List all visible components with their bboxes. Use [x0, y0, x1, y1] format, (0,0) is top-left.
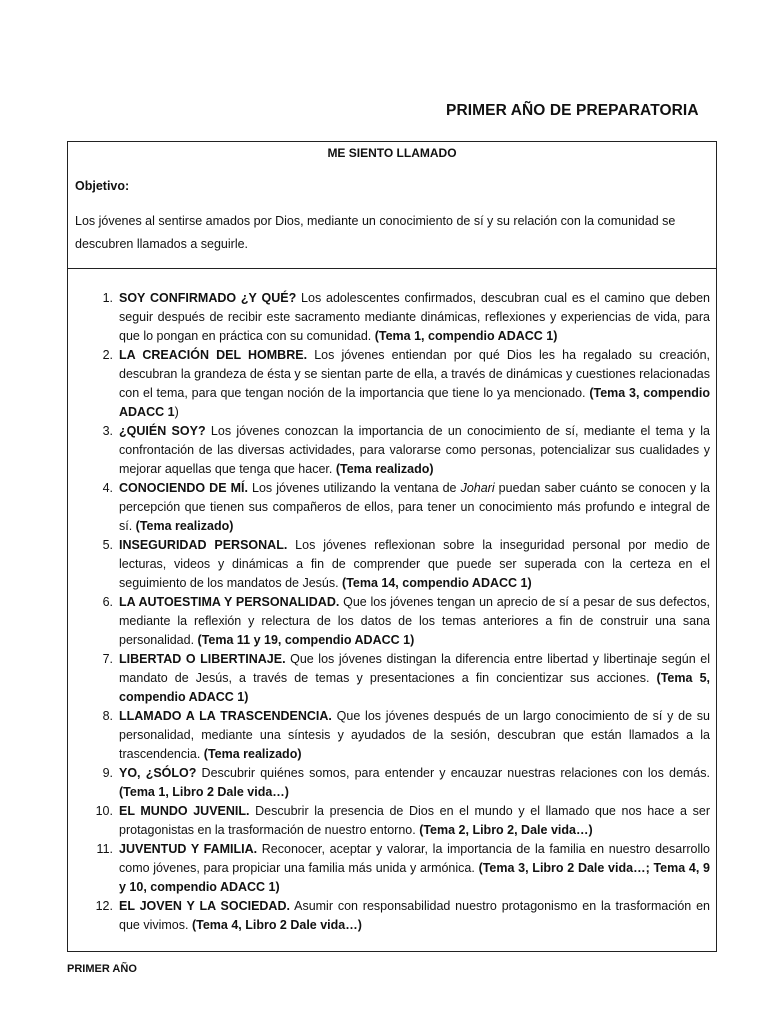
item-title: CONOCIENDO DE MÍ. [119, 481, 248, 495]
item-number: 5. [102, 538, 113, 552]
item-number: 1. [102, 291, 113, 305]
list-item [89, 764, 710, 802]
item-number: 2. [102, 348, 113, 362]
item-reference: (Tema 14, compendio ADACC 1) [342, 576, 532, 590]
item-reference-tail: ) [174, 405, 179, 419]
list-item [89, 650, 710, 707]
item-italic-term: Johari [460, 481, 495, 495]
item-description: Los jóvenes conozcan la importancia de un conocimiento de sí, mediante el tema y la confrontación de las diversas actividades, para valorarse como personas, potencializar sus cualidades y mejorar aquellas que tenga que hacer. [119, 424, 710, 476]
list-item [89, 536, 710, 593]
item-description: Reconocer, aceptar y valorar, la importancia de la familia en nuestro desarrollo como jóvenes, para propiciar una familia más unida y armónica. [119, 842, 711, 875]
item-title: JUVENTUD Y FAMILIA. [119, 842, 258, 856]
list-item [89, 593, 710, 650]
item-description: Que los jóvenes tengan un aprecio de sí a pesar de sus defectos, mediante la reflexión y relectura de los datos de los temas anteriores a fin de construir una sana personalidad. [119, 595, 711, 647]
item-description: Descubrir quiénes somos, para entender y encauzar nuestras relaciones con los demás. [196, 766, 710, 780]
list-item [89, 897, 710, 935]
item-title: INSEGURIDAD PERSONAL. [119, 538, 288, 552]
item-title: YO, ¿SÓLO? [119, 766, 197, 780]
list-item [89, 840, 710, 897]
item-reference: (Tema 2, Libro 2, Dale vida…) [419, 823, 593, 837]
item-description: Los adolescentes confirmados, descubran cual es el camino que deben seguir después de recibir este sacramento mediante dinámicas, reflexiones y experiencias de vida, para que lo pongan en práctica con su comunidad. [119, 291, 710, 343]
item-reference: (Tema 11 y 19, compendio ADACC 1) [197, 633, 415, 647]
item-title: EL JOVEN Y LA SOCIEDAD. [119, 899, 290, 913]
item-title: LIBERTAD O LIBERTINAJE. [119, 652, 286, 666]
item-number: 10. [95, 804, 113, 818]
item-number: 6. [102, 595, 113, 609]
item-description: Los jóvenes entiendan por qué Dios les ha regalado su creación, descubran la grandeza de ésta y se sientan parte de ella, a través de dinámicas y cuestiones relacionadas con el tema, para que tengan noción de la importancia que tiene lo ya mencionado. [119, 348, 710, 400]
item-reference: (Tema 5, compendio ADACC 1) [119, 671, 710, 704]
page-footer: PRIMER AÑO [67, 963, 137, 975]
item-reference: (Tema realizado) [203, 747, 302, 761]
objective-section [68, 142, 716, 269]
item-description: Que los jóvenes distingan la diferencia entre libertad y libertinaje según el mandato de Jesús, a través de temas y presentaciones a fin concientizar sus acciones. [119, 652, 711, 685]
item-title: LA AUTOESTIMA Y PERSONALIDAD. [119, 595, 340, 609]
item-reference: (Tema 1, compendio ADACC 1) [374, 329, 558, 343]
item-description: Descubrir la presencia de Dios en el mundo y el llamado que nos hace a ser protagonistas en la trasformación de nuestro entorno. [119, 804, 710, 837]
item-number: 4. [102, 481, 113, 495]
list-item [89, 707, 710, 764]
item-reference: (Tema 3, Libro 2 Dale vida…; Tema 4, 9 y 10, compendio ADACC 1) [119, 861, 710, 894]
list-item [89, 479, 710, 536]
item-reference: (Tema realizado) [135, 519, 234, 533]
list-item [89, 346, 710, 422]
list-item [89, 802, 710, 840]
item-title: ¿QUIÉN SOY? [119, 424, 206, 438]
item-reference: (Tema 4, Libro 2 Dale vida…) [191, 918, 362, 932]
item-number: 8. [102, 709, 113, 723]
document-heading: PRIMER AÑO DE PREPARATORIA [446, 102, 699, 119]
item-reference: (Tema 3, compendio ADACC 1 [119, 386, 710, 419]
item-description: Los jóvenes utilizando la ventana de [247, 481, 461, 495]
item-number: 9. [102, 766, 113, 780]
objective-text: Los jóvenes al sentirse amados por Dios, mediante un conocimiento de sí y su relación con la comunidad se descubren llamados a seguirle. [75, 214, 676, 251]
item-title: LLAMADO A LA TRASCENDENCIA. [119, 709, 332, 723]
item-reference: (Tema realizado) [335, 462, 434, 476]
section-title: ME SIENTO LLAMADO [327, 146, 457, 160]
topics-list [89, 289, 710, 935]
item-description: Que los jóvenes después de un largo conocimiento de sí y de su personalidad, mediante una síntesis y ayudados de la sesión, descubran que están llamados a la trascendencia. [119, 709, 710, 761]
list-item [89, 289, 710, 346]
item-title: SOY CONFIRMADO ¿Y QUÉ? [119, 291, 297, 305]
item-number: 12. [95, 899, 113, 913]
item-description: Los jóvenes reflexionan sobre la inseguridad personal por medio de lecturas, videos y dinámicas a fin de comprender que puede ser superada con la certeza en el seguimiento de los mandatos de Jesús. [119, 538, 711, 590]
item-description-cont: puedan saber cuánto se conocen y la percepción que tienen sus compañeros de ellos, para tener un conocimiento más profundo e integral de sí. [119, 481, 710, 533]
item-number: 3. [102, 424, 113, 438]
objective-label: Objetivo: [75, 179, 130, 193]
list-item [89, 422, 710, 479]
item-number: 11. [96, 842, 113, 856]
item-title: EL MUNDO JUVENIL. [119, 804, 250, 818]
item-number: 7. [102, 652, 113, 666]
item-reference: (Tema 1, Libro 2 Dale vida…) [119, 785, 289, 799]
item-title: LA CREACIÓN DEL HOMBRE. [119, 348, 308, 362]
item-description: Asumir con responsabilidad nuestro protagonismo en la trasformación en que vivimos. [119, 899, 710, 932]
